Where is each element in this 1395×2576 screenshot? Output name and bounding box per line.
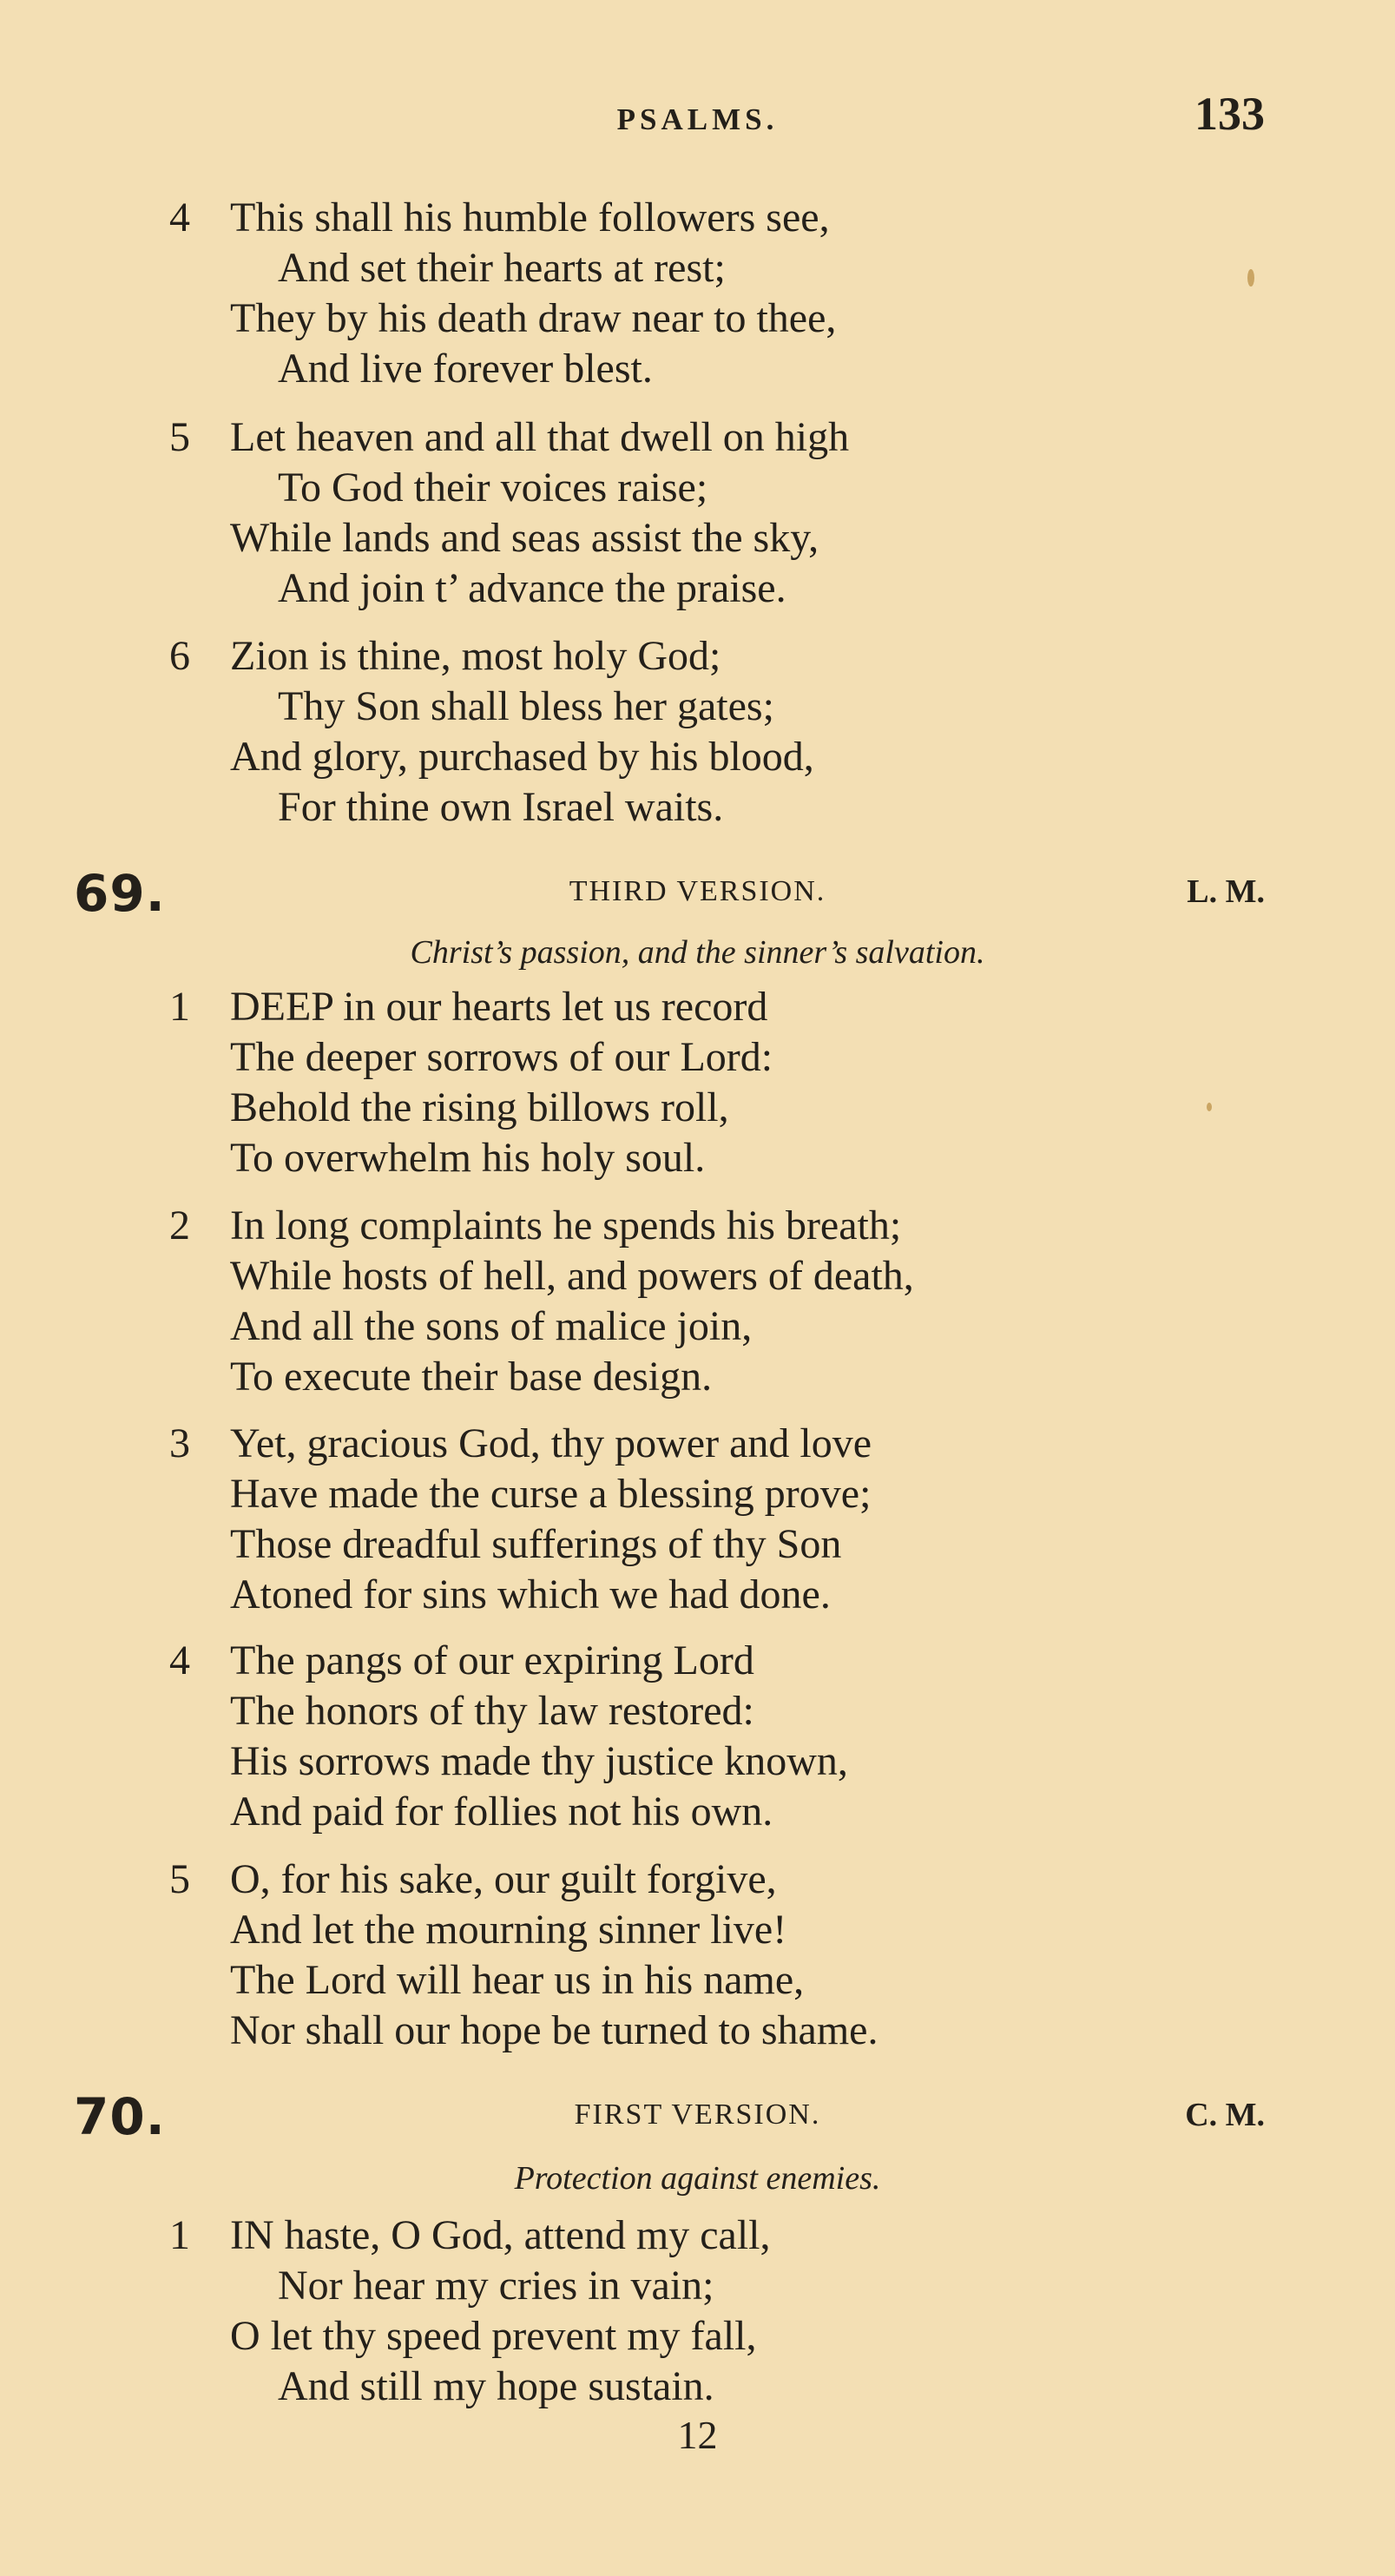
verse-line: And let the mourning sinner live!	[230, 1907, 787, 1953]
stanza-number: 5	[169, 414, 190, 460]
verse-line: And glory, purchased by his blood,	[230, 734, 814, 780]
p69-stanza-4	[169, 1636, 1168, 1837]
p69-stanza-5	[169, 1855, 1168, 2056]
running-head	[0, 87, 1395, 148]
signature-mark: 12	[677, 2413, 718, 2457]
p69-stanza-3	[169, 1419, 1168, 1620]
verse-line: To execute their base design.	[230, 1354, 713, 1400]
verse-line: Atoned for sins which we had done.	[230, 1571, 831, 1617]
verse-line: In long complaints he spends his breath;	[230, 1202, 902, 1248]
paper-speck	[1247, 269, 1254, 287]
running-title: PSALMS.	[616, 102, 779, 136]
verse-line: Nor shall our hope be turned to shame.	[230, 2007, 878, 2053]
psalm-70-subtitle: Protection against enemies.	[514, 2160, 881, 2197]
meter-label: C. M.	[1185, 2097, 1265, 2133]
psalm-70-heading	[0, 2087, 1395, 2146]
psalm-number: 69.	[74, 864, 166, 923]
verse-line: DEEP in our hearts let us record	[230, 984, 768, 1030]
verse-line: The Lord will hear us in his name,	[230, 1957, 805, 2003]
stanza-number: 5	[169, 1856, 190, 1902]
stanza-number: 6	[169, 633, 190, 679]
verse-line: His sorrows made thy justice known,	[230, 1738, 848, 1784]
verse-line: The honors of thy law restored:	[230, 1688, 754, 1734]
version-label: THIRD VERSION.	[569, 875, 826, 907]
stanza-5	[169, 412, 1168, 614]
stanza-number: 3	[169, 1420, 190, 1466]
verse-line: And join t’ advance the praise.	[278, 565, 786, 611]
verse-line: And still my hope sustain.	[278, 2363, 714, 2409]
verse-line: Zion is thine, most holy God;	[230, 633, 721, 679]
verse-line: O, for his sake, our guilt forgive,	[230, 1856, 777, 1902]
psalm-number: 70.	[74, 2087, 166, 2146]
verse-line: Let heaven and all that dwell on high	[230, 414, 850, 460]
stanza-number: 4	[169, 1637, 190, 1683]
stanza-number: 1	[169, 2212, 190, 2258]
p70-stanza-1	[169, 2210, 1168, 2412]
verse-line: And paid for follies not his own.	[230, 1789, 773, 1835]
p69-stanza-1	[169, 982, 1168, 1183]
psalm-69-subtitle: Christ’s passion, and the sinner’s salvation.	[410, 934, 985, 971]
verse-line: Yet, gracious God, thy power and love	[230, 1420, 872, 1466]
verse-line: While lands and seas assist the sky,	[230, 515, 819, 561]
verse-line: Have made the curse a blessing prove;	[230, 1471, 872, 1517]
stanza-number: 2	[169, 1202, 190, 1248]
page-number: 133	[1194, 88, 1265, 140]
verse-line: Nor hear my cries in vain;	[278, 2263, 714, 2309]
verse-line: IN haste, O God, attend my call,	[230, 2212, 771, 2258]
verse-line: The deeper sorrows of our Lord:	[230, 1034, 773, 1080]
stanza-6	[169, 631, 1168, 833]
verse-line: This shall his humble followers see,	[230, 194, 830, 240]
psalm-69-heading	[0, 864, 1395, 923]
verse-line: To overwhelm his holy soul.	[230, 1135, 706, 1181]
verse-line: And live forever blest.	[278, 346, 653, 392]
paper-speck	[1207, 1103, 1212, 1111]
verse-line: And set their hearts at rest;	[278, 245, 726, 291]
meter-label: L. M.	[1187, 873, 1265, 910]
verse-line: Behold the rising billows roll,	[230, 1084, 729, 1130]
verse-line: The pangs of our expiring Lord	[230, 1637, 754, 1683]
verse-line: To God their voices raise;	[278, 464, 708, 511]
verse-line: While hosts of hell, and powers of death,	[230, 1253, 914, 1299]
verse-line: And all the sons of malice join,	[230, 1303, 753, 1349]
verse-line: Those dreadful sufferings of thy Son	[230, 1521, 842, 1567]
verse-line: They by his death draw near to thee,	[230, 295, 837, 341]
version-label: FIRST VERSION.	[574, 2098, 821, 2131]
stanza-number: 4	[169, 194, 190, 240]
verse-line: O let thy speed prevent my fall,	[230, 2313, 757, 2359]
p69-stanza-2	[169, 1201, 1168, 1402]
stanza-4	[169, 193, 1168, 394]
verse-line: For thine own Israel waits.	[278, 784, 724, 830]
stanza-number: 1	[169, 984, 190, 1030]
verse-line: Thy Son shall bless her gates;	[278, 683, 774, 729]
